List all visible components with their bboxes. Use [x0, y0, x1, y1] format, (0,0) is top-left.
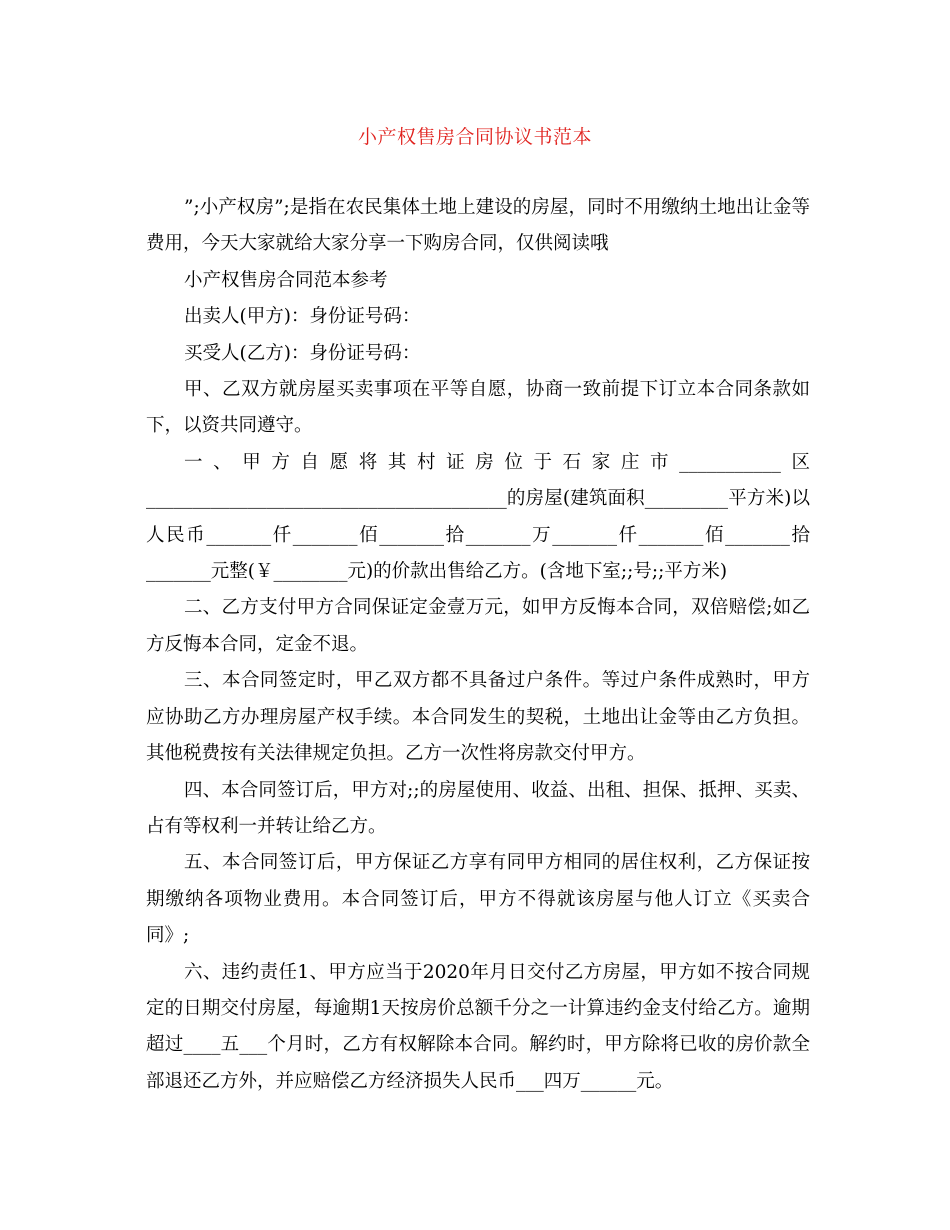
- paragraph-preamble: 甲、乙双方就房屋买卖事项在平等自愿，协商一致前提下订立本合同条款如下，以资共同遵守。: [146, 379, 810, 437]
- document-title: 小产权售房合同协议书范本: [357, 126, 592, 148]
- paragraph-clause-3: 三、本合同签定时，甲乙双方都不具备过户条件。等过户条件成熟时，甲方应协助乙方办理房屋产权手续。本合同发生的契税，土地出让金等由乙方负担。其他税费按有关法律规定负担。乙方一次性将房款交付甲方。: [146, 670, 810, 765]
- paragraph-subtitle: 小产权售房合同范本参考: [184, 269, 388, 291]
- paragraph-intro: ”;小产权房”;是指在农民集体土地上建设的房屋，同时不用缴纳土地出让金等费用，今天大家就给大家分享一下购房合同，仅供阅读哦: [146, 197, 810, 255]
- paragraph-clause-1: 一、甲方自愿将其村证房位于石家庄市___________区_______________________________________的房屋(建筑面积_________平方米)以人民币_______仟_______佰_______拾_______万_______仟_______佰_______拾_______元整(￥________元)的价款出售给乙方。(含地下室;;号;;平方米): [146, 451, 810, 583]
- document-body: [146, 190, 810, 1100]
- paragraph-clause-6: 六、违约责任1、甲方应当于2020年月日交付乙方房屋，甲方如不按合同规定的日期交付房屋，每逾期1天按房价总额千分之一计算违约金支付给乙方。逾期超过____五___个月时，乙方有权解除本合同。解约时，甲方除将已收的房价款全部退还乙方外，并应赔偿乙方经济损失人民币___四万______元。: [146, 961, 810, 1092]
- paragraph-seller: 出卖人(甲方)：身份证号码：: [184, 306, 421, 328]
- paragraph-clause-4: 四、本合同签订后，甲方对;;的房屋使用、收益、出租、担保、抵押、买卖、占有等权利一并转让给乙方。: [146, 779, 810, 837]
- paragraph-buyer: 买受人(乙方)：身份证号码：: [184, 342, 421, 364]
- paragraph-clause-2: 二、乙方支付甲方合同保证定金壹万元，如甲方反悔本合同，双倍赔偿;如乙方反悔本合同，定金不退。: [146, 597, 810, 655]
- paragraph-clause-5: 五、本合同签订后，甲方保证乙方享有同甲方相同的居住权利，乙方保证按期缴纳各项物业费用。本合同签订后，甲方不得就该房屋与他人订立《买卖合同》;: [146, 852, 810, 947]
